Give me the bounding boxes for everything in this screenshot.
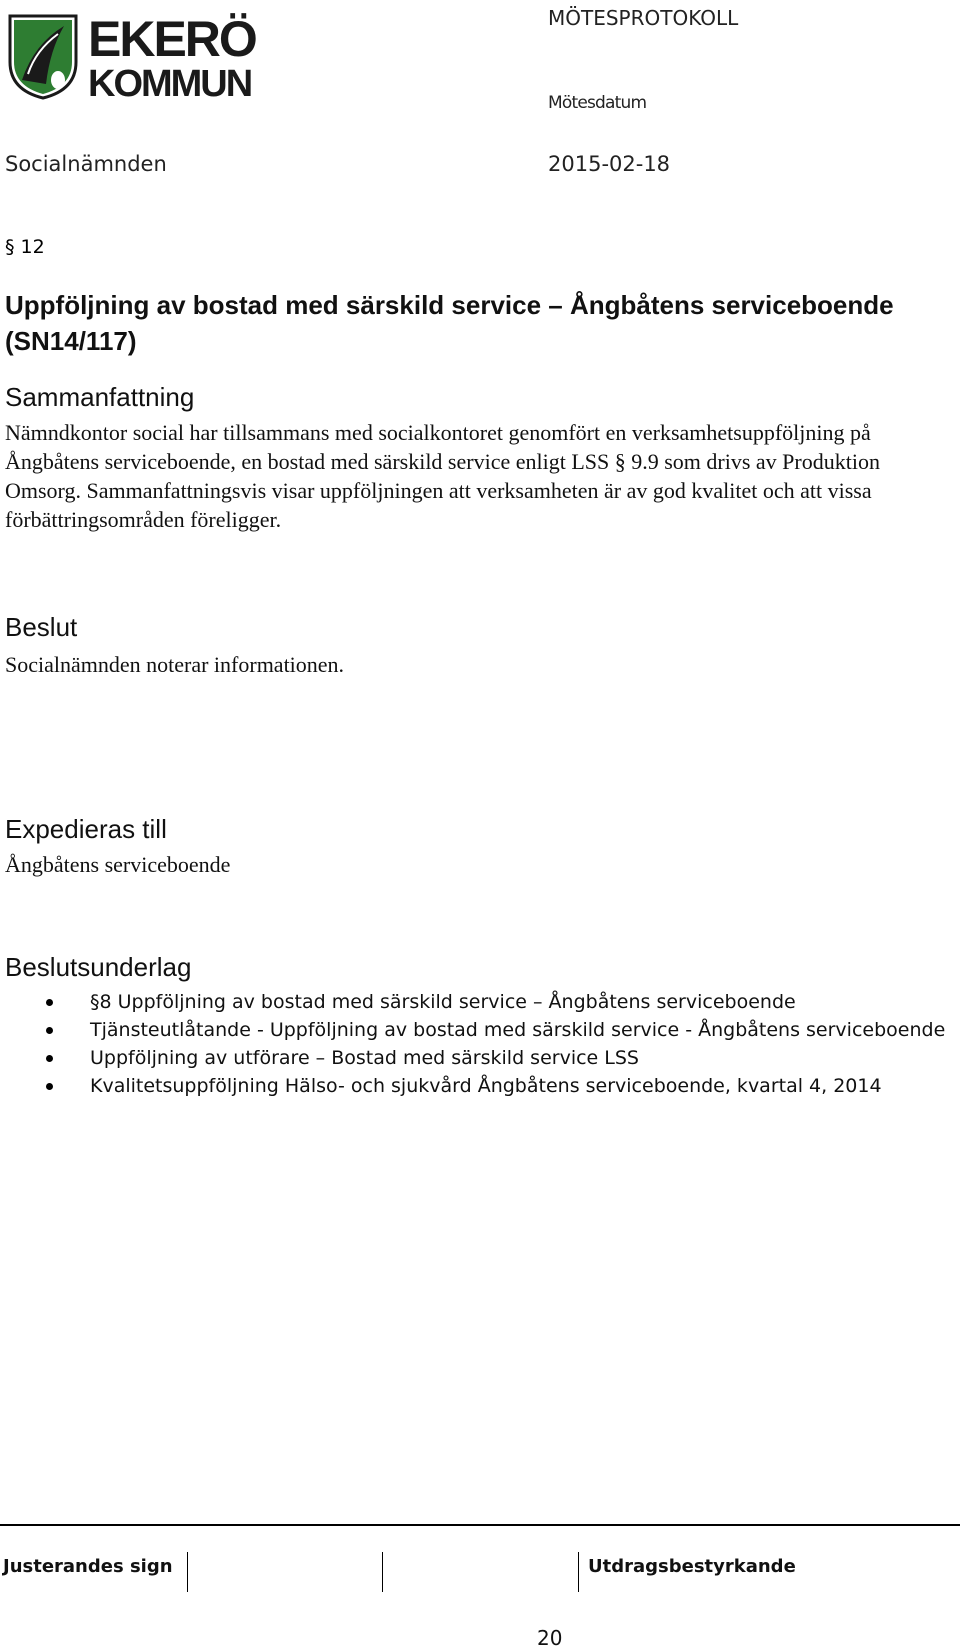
basis-item: Kvalitetsuppföljning Hälso- och sjukvård Ångbåtens serviceboende, kvartal 4, 2014 [38,1072,945,1100]
meeting-date-label: Mötesdatum [548,93,647,113]
committee-name: Socialnämnden [5,152,167,176]
basis-item: §8 Uppföljning av bostad med särskild service – Ångbåtens serviceboende [38,988,945,1016]
logo-line-2: KOMMUN [88,63,252,100]
signature-box-divider [382,1552,383,1592]
ekero-kommun-logo [6,4,276,100]
basis-item: Uppföljning av utförare – Bostad med särskild service LSS [38,1044,945,1072]
basis-list [38,988,945,1100]
summary-heading: Sammanfattning [5,382,195,412]
summary-text: Nämndkontor social har tillsammans med socialkontoret genomfört en verksamhetsuppföljning på Ångbåtens serviceboende, en bostad med särskild service enligt LSS § 9.9 som drivs av Produktion Omsorg. Sammanfattningsvis visar uppföljningen att verksamheten är av god kvalitet och att vissa förbättringsområden föreligger. [5,420,880,532]
basis-heading: Beslutsunderlag [5,952,192,982]
meeting-date: 2015-02-18 [548,152,671,176]
document-title: Uppföljning av bostad med särskild service – Ångbåtens serviceboende (SN14/117) [5,290,894,356]
dispatch-heading: Expedieras till [5,814,167,844]
decision-heading: Beslut [5,612,78,642]
signature-box-divider [187,1552,188,1592]
basis-item: Tjänsteutlåtande - Uppföljning av bostad med särskild service - Ångbåtens serviceboende [38,1016,945,1044]
adjuster-signature-label: Justerandes sign [3,1556,173,1577]
footer-divider [0,1524,960,1526]
logo-line-1: EKERÖ [88,11,256,67]
document-type: MÖTESPROTOKOLL [548,6,739,30]
page-number: 20 [537,1626,563,1650]
decision-text: Socialnämnden noterar informationen. [5,652,345,677]
paragraph-number: § 12 [5,236,45,258]
coat-of-arms-icon [10,16,76,98]
dispatch-text: Ångbåtens serviceboende [5,852,231,877]
extract-certification-label: Utdragsbestyrkande [588,1556,796,1577]
signature-box-divider [578,1552,579,1592]
